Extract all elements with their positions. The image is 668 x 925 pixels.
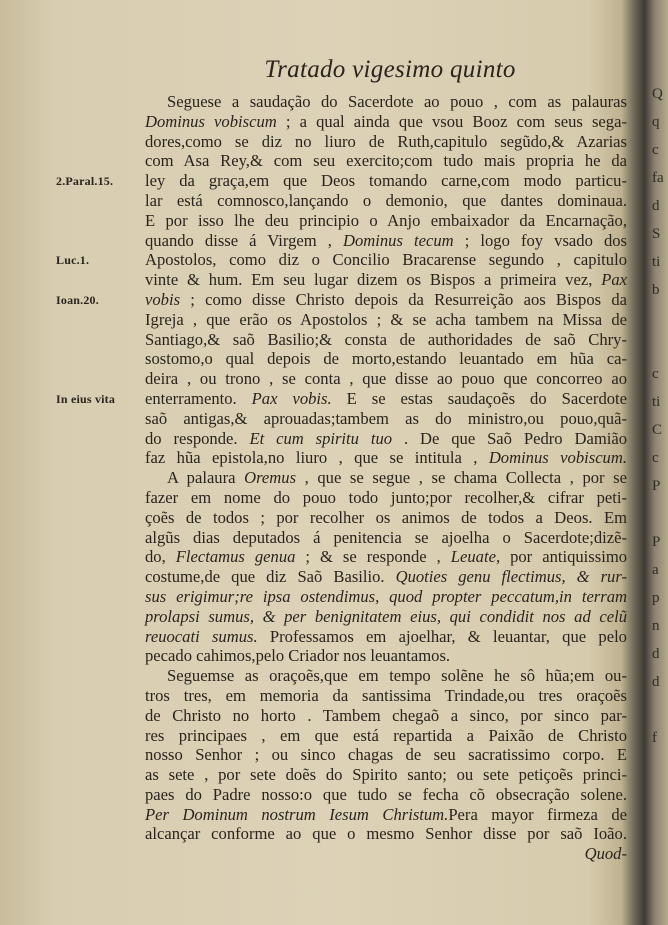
text-segment: sostomo,o qual depois de morto,estando leuantado em hũa ca- — [145, 349, 627, 369]
next-page-fragment: c — [652, 366, 659, 382]
margin-note: In eius vita — [56, 392, 116, 406]
next-page-fragment: b — [652, 282, 660, 298]
adjacent-page-edge — [652, 80, 668, 880]
text-segment: ; como disse Christo depois da Resurreição aos Bispos da — [180, 289, 627, 309]
text-segment: Professamos em ajoelhar, & leuantar, que pelo — [257, 626, 627, 646]
text-line — [145, 112, 627, 132]
next-page-fragment: p — [652, 590, 660, 606]
text-segment: fazer em nome do pouo todo junto;por recolher,& cifrar peti- — [145, 487, 627, 507]
next-page-fragment — [652, 332, 668, 360]
next-page-fragment: d — [652, 198, 660, 214]
text-line — [145, 488, 627, 508]
text-segment: ; logo foy vsado dos — [453, 230, 627, 250]
text-line — [145, 310, 627, 330]
running-title: Tratado vigesimo quinto — [264, 56, 516, 83]
next-page-fragment: q — [652, 114, 660, 130]
latin-quote: Pax vobis. — [251, 388, 332, 408]
text-segment: lar está comnosco,lançando o demonio, que dantes dominaua. — [145, 190, 627, 210]
text-line — [145, 627, 627, 647]
text-segment: dores,como se diz no liuro de Ruth,capitulo segũdo,& Azarias — [145, 131, 627, 151]
text-segment: vinte & hum. Em seu lugar dizem os Bispos a primeira vez, — [145, 270, 602, 290]
text-line — [145, 824, 627, 844]
text-segment: . De que Saõ Pedro Damião — [392, 428, 627, 448]
next-page-fragment: f — [652, 730, 657, 746]
text-line — [145, 508, 627, 528]
text-segment: paes do Padre nosso:o que tudo se fecha cõ obsecração solene. — [145, 784, 627, 804]
text-line — [145, 587, 627, 607]
text-line — [145, 844, 627, 864]
next-page-fragment — [652, 304, 668, 332]
latin-quote: Dominus tecum — [343, 230, 454, 250]
text-segment: Seguemse as oraçoẽs,que em tempo solẽne he sô hũa;em ou- — [167, 666, 627, 686]
text-line — [145, 726, 627, 746]
next-page-fragment: a — [652, 562, 659, 578]
text-segment: ley da graça,em que Deos tomando carne,com modo particu- — [145, 171, 627, 191]
next-page-fragment: n — [652, 618, 660, 634]
text-line — [145, 607, 627, 627]
text-segment: do responde. — [145, 428, 250, 448]
next-page-fragment: d — [652, 674, 660, 690]
text-segment: E se estas saudaçoẽs do Sacerdote — [331, 388, 628, 408]
text-segment: E por isso lhe deu principio o Anjo embaixador da Encarnação, — [145, 210, 627, 230]
text-line — [145, 92, 627, 112]
text-segment: algũs dias deputados á penitencia se ajoelha o Sacerdote;dizẽ- — [145, 527, 627, 547]
text-line — [145, 171, 627, 191]
text-line — [145, 547, 627, 567]
latin-quote: Quod- — [584, 844, 627, 864]
text-line — [145, 745, 627, 765]
text-line — [145, 785, 627, 805]
next-page-fragment: P — [652, 478, 661, 494]
text-line — [145, 132, 627, 152]
text-segment: çoẽs de todos ; por recolher os animos de todos a Deos. Em — [145, 507, 627, 527]
next-page-fragment: fa — [652, 170, 664, 186]
next-page-fragment — [652, 696, 668, 724]
text-segment: Igreja , que erão os Apostolos ; & se acha tambem na Missa de — [145, 309, 627, 329]
text-segment: faz hũa epistola,no liuro , que se intitula , — [145, 448, 489, 468]
next-page-fragment: C — [652, 422, 663, 438]
text-line — [145, 666, 627, 686]
next-page-fragment: P — [652, 534, 661, 550]
text-line — [145, 369, 627, 389]
latin-quote: Quoties genu flectimus, & rur- — [395, 567, 627, 587]
latin-quote: prolapsi sumus, & per benignitatem eius, qui condidit nos ad celũ — [145, 606, 627, 626]
next-page-fragment: S — [652, 226, 661, 242]
latin-quote: Et cum spiritu tuo — [249, 428, 393, 448]
text-segment: enterramento. — [145, 388, 252, 408]
text-line — [145, 805, 627, 825]
text-segment: pecado cahimos,pelo Criador nos leuantamos. — [145, 646, 451, 666]
text-segment: ; a qual ainda que vsou Booz com seus sega- — [276, 111, 627, 131]
text-segment: ; & se responde , — [295, 547, 451, 567]
text-line — [145, 151, 627, 171]
text-segment: Seguese a saudação do Sacerdote ao pouo , com as palauras — [167, 92, 627, 111]
latin-quote: Oremus — [244, 468, 297, 488]
latin-quote: vobis — [145, 289, 181, 309]
text-segment: de Christo no horto . Tambem chegaõ a sinco, por sinco par- — [145, 705, 627, 725]
text-line — [145, 330, 627, 350]
next-page-fragment: ti — [652, 254, 661, 270]
latin-quote: Dominus vobiscum. — [488, 448, 627, 468]
text-segment: as sete , por sete doẽs do Spirito santo; ou sete petiçoẽs princi- — [145, 765, 627, 785]
text-line — [145, 686, 627, 706]
text-segment: nosso Senhor ; ou sinco chagas de seu sacratissimo corpo. E — [145, 745, 627, 765]
text-line — [145, 290, 627, 310]
text-segment: saõ antigas,& aprouadas;tambem as do ministro,ou pouo,quã- — [145, 408, 627, 428]
text-segment: costume,de que diz Saõ Basilio. — [145, 567, 396, 587]
text-line — [145, 349, 627, 369]
text-segment: , que se segue , se chama Collecta , por se — [296, 468, 627, 488]
latin-quote: sus erigimur;re ipsa ostendimus, quod propter peccatum,in terram — [145, 586, 627, 606]
text-line — [145, 250, 627, 270]
text-line — [145, 270, 627, 290]
text-line — [145, 409, 627, 429]
text-line — [145, 706, 627, 726]
page-body-text — [145, 92, 627, 864]
text-segment: quando disse á Virgem , — [145, 230, 344, 250]
text-line — [145, 211, 627, 231]
text-segment: por antiquissimo — [500, 547, 628, 567]
margin-note: 2.Paral.15. — [56, 174, 114, 189]
next-page-fragment — [652, 500, 668, 528]
text-line — [145, 448, 627, 468]
text-segment: Pera mayor firmeza de — [448, 804, 627, 824]
text-segment: tros tres, em memoria da santissima Trindade,ou tres oraçoẽs — [145, 685, 627, 705]
latin-quote: Dominus vobiscum — [145, 111, 277, 131]
text-line — [145, 429, 627, 449]
next-page-fragment: c — [652, 450, 659, 466]
text-line — [145, 389, 627, 409]
latin-quote: Per Dominum nostrum Iesum Christum. — [145, 804, 449, 824]
text-segment: deira , ou trono , se conta , que disse ao pouo que concorreo ao — [145, 369, 627, 389]
margin-note: Luc.1. — [56, 253, 90, 268]
text-segment: com Asa Rey,& com seu exercito;com tudo mais propria he da — [145, 151, 627, 171]
latin-quote: Pax — [601, 270, 627, 290]
text-segment: do, — [145, 547, 176, 567]
text-line — [145, 191, 627, 211]
text-line — [145, 765, 627, 785]
next-page-fragment: d — [652, 646, 660, 662]
next-page-fragment: ti — [652, 394, 661, 410]
text-segment: Apostolos, como diz o Concilio Bracarense segundo , capitulo — [145, 250, 627, 270]
text-segment: alcançar conforme ao que o mesmo Senhor disse por saõ Ioão. — [145, 824, 627, 844]
latin-quote: Flectamus genua — [175, 547, 296, 567]
latin-quote: reuocati sumus. — [145, 626, 258, 646]
latin-quote: Leuate, — [450, 547, 501, 567]
text-line — [145, 528, 627, 548]
text-segment: A palaura — [167, 468, 245, 488]
text-segment: Santiago,& saõ Basilio;& consta de authoridades de saõ Chry- — [145, 329, 627, 349]
text-line — [145, 468, 627, 488]
text-line — [145, 231, 627, 251]
next-page-fragment: c — [652, 142, 659, 158]
next-page-fragment: Q — [652, 86, 663, 102]
margin-note: Ioan.20. — [56, 293, 99, 307]
text-segment: res principaes , em que está repartida a Paixão de Christo — [145, 725, 627, 745]
text-line — [145, 646, 627, 666]
text-line — [145, 567, 627, 587]
